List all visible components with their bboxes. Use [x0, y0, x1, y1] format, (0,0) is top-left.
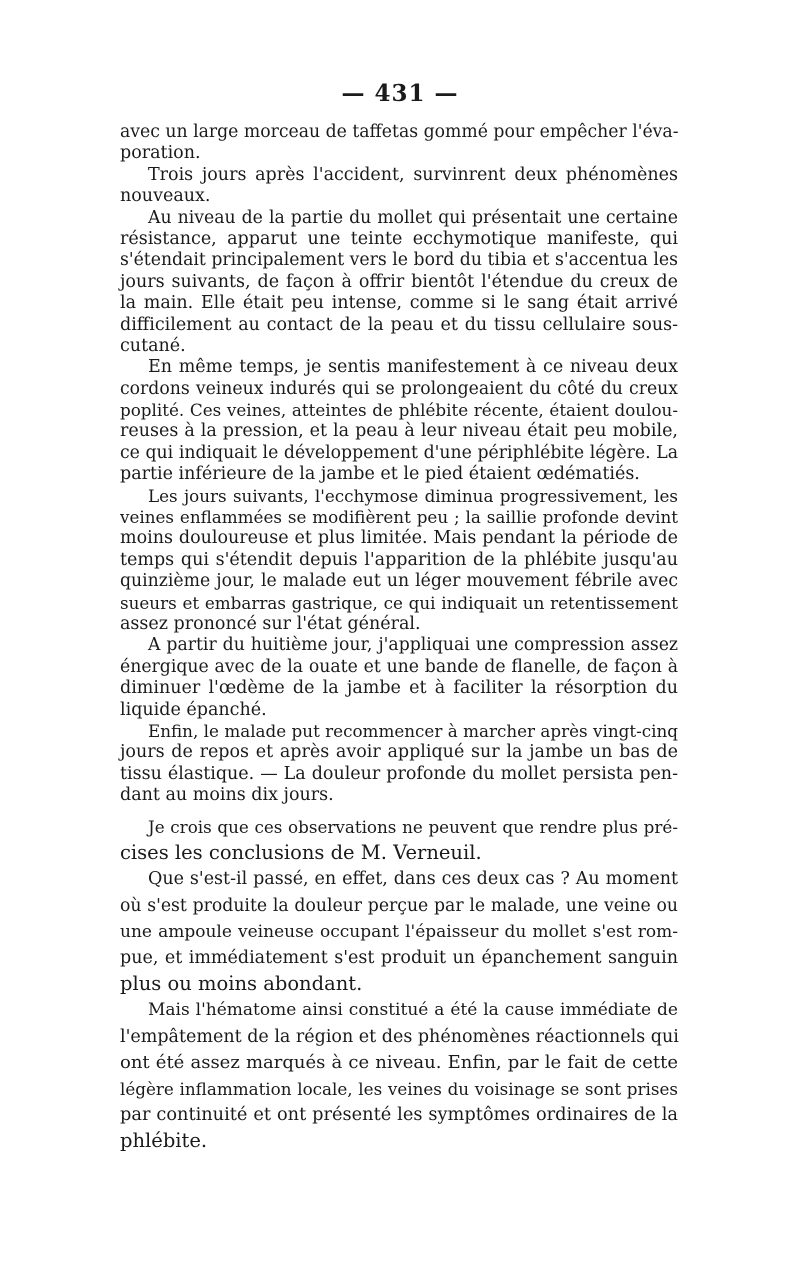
text-line: poration.: [120, 143, 201, 164]
text-line: liquide épanché.: [120, 699, 267, 720]
text-line: Que s'est-il passé, en effet, dans ces deux cas ? Au moment: [148, 869, 678, 890]
text-line: En même temps, je sentis manifestement à ce niveau deux: [148, 357, 678, 378]
text-line: ce qui indiquait le développement d'une périphlébite légère. La: [120, 442, 678, 463]
text-line: assez prononcé sur l'état général.: [120, 613, 421, 634]
text-block-observation: [120, 122, 678, 807]
page-number: — 431 —: [341, 80, 459, 107]
text-line: tissu élastique. — La douleur profonde du mollet persista pen-: [120, 763, 678, 784]
text-line: Enfin, le malade put recommencer à marcher après vingt-cinq: [148, 720, 678, 741]
text-line: dant au moins dix jours.: [120, 785, 334, 806]
text-line: ont été assez marqués à ce niveau. Enfin, par le fait de cette: [120, 1051, 678, 1073]
text-line: Trois jours après l'accident, survinrent deux phénomènes: [148, 164, 678, 185]
text-line: partie inférieure de la jambe et le pied étaient œdématiés.: [120, 464, 640, 485]
text-line: sueurs et embarras gastrique, ce qui indiquait un retentissement: [120, 592, 678, 613]
text-line: jours de repos et après avoir appliqué sur la jambe un bas de: [120, 742, 678, 763]
text-line: s'étendait principalement vers le bord du tibia et s'accentua les: [120, 250, 678, 271]
text-line: veines enflammées se modifièrent peu ; la saillie profonde devint: [120, 507, 678, 528]
text-line: l'empâtement de la région et des phénomènes réactionnels qui: [120, 1026, 679, 1047]
text-line: légère inflammation locale, les veines du voisinage se sont prises: [120, 1078, 678, 1099]
text-line: par continuité et ont présenté les symptômes ordinaires de la: [120, 1105, 678, 1126]
text-line: A partir du huitième jour, j'appliquai une compression assez: [148, 635, 678, 656]
text-block-conclusion: [120, 814, 678, 1154]
text-line: cises les conclusions de M. Verneuil.: [120, 841, 482, 865]
text-line: pue, et immédiatement s'est produit un épanchement sanguin: [120, 947, 678, 968]
text-line: résistance, apparut une teinte ecchymotique manifeste, qui: [120, 228, 678, 249]
text-line: Mais l'hématome ainsi constitué a été la cause immédiate de: [148, 1000, 678, 1021]
text-line: quinzième jour, le malade eut un léger mouvement fébrile avec: [120, 571, 678, 592]
text-line: Au niveau de la partie du mollet qui présentait une certaine: [148, 207, 678, 228]
text-line: où s'est produite la douleur perçue par le malade, une veine ou: [120, 895, 678, 916]
text-line: phlébite.: [120, 1129, 208, 1153]
text-line: nouveaux.: [120, 186, 211, 207]
text-line: reuses à la pression, et la peau à leur niveau était peu mobile,: [120, 421, 678, 442]
text-line: temps qui s'étendit depuis l'apparition de la phlébite jusqu'au: [120, 549, 678, 570]
text-line: la main. Elle était peu intense, comme si le sang était arrivé: [120, 293, 678, 314]
text-line: cordons veineux indurés qui se prolongeaient du côté du creux: [120, 378, 678, 399]
text-line: Les jours suivants, l'ecchymose diminua progressivement, les: [148, 485, 678, 506]
text-line: une ampoule veineuse occupant l'épaisseur du mollet s'est rom-: [120, 921, 678, 942]
text-line: cutané.: [120, 335, 186, 356]
text-line: diminuer l'œdème de la jambe et à faciliter la résorption du: [120, 678, 678, 699]
text-line: plus ou moins abondant.: [120, 972, 363, 996]
text-line: Je crois que ces observations ne peuvent que rendre plus pré-: [148, 817, 678, 837]
text-line: jours suivants, de façon à offrir bientôt l'étendue du creux de: [120, 271, 678, 292]
text-line: difficilement au contact de la peau et du tissu cellulaire sous-: [120, 314, 678, 335]
text-line: poplité. Ces veines, atteintes de phlébite récente, étaient doulou-: [120, 400, 678, 421]
text-line: avec un large morceau de taffetas gommé pour empêcher l'éva-: [120, 122, 679, 142]
text-line: énergique avec de la ouate et une bande de flanelle, de façon à: [120, 656, 678, 677]
text-line: moins douloureuse et plus limitée. Mais pendant la période de: [120, 528, 678, 549]
